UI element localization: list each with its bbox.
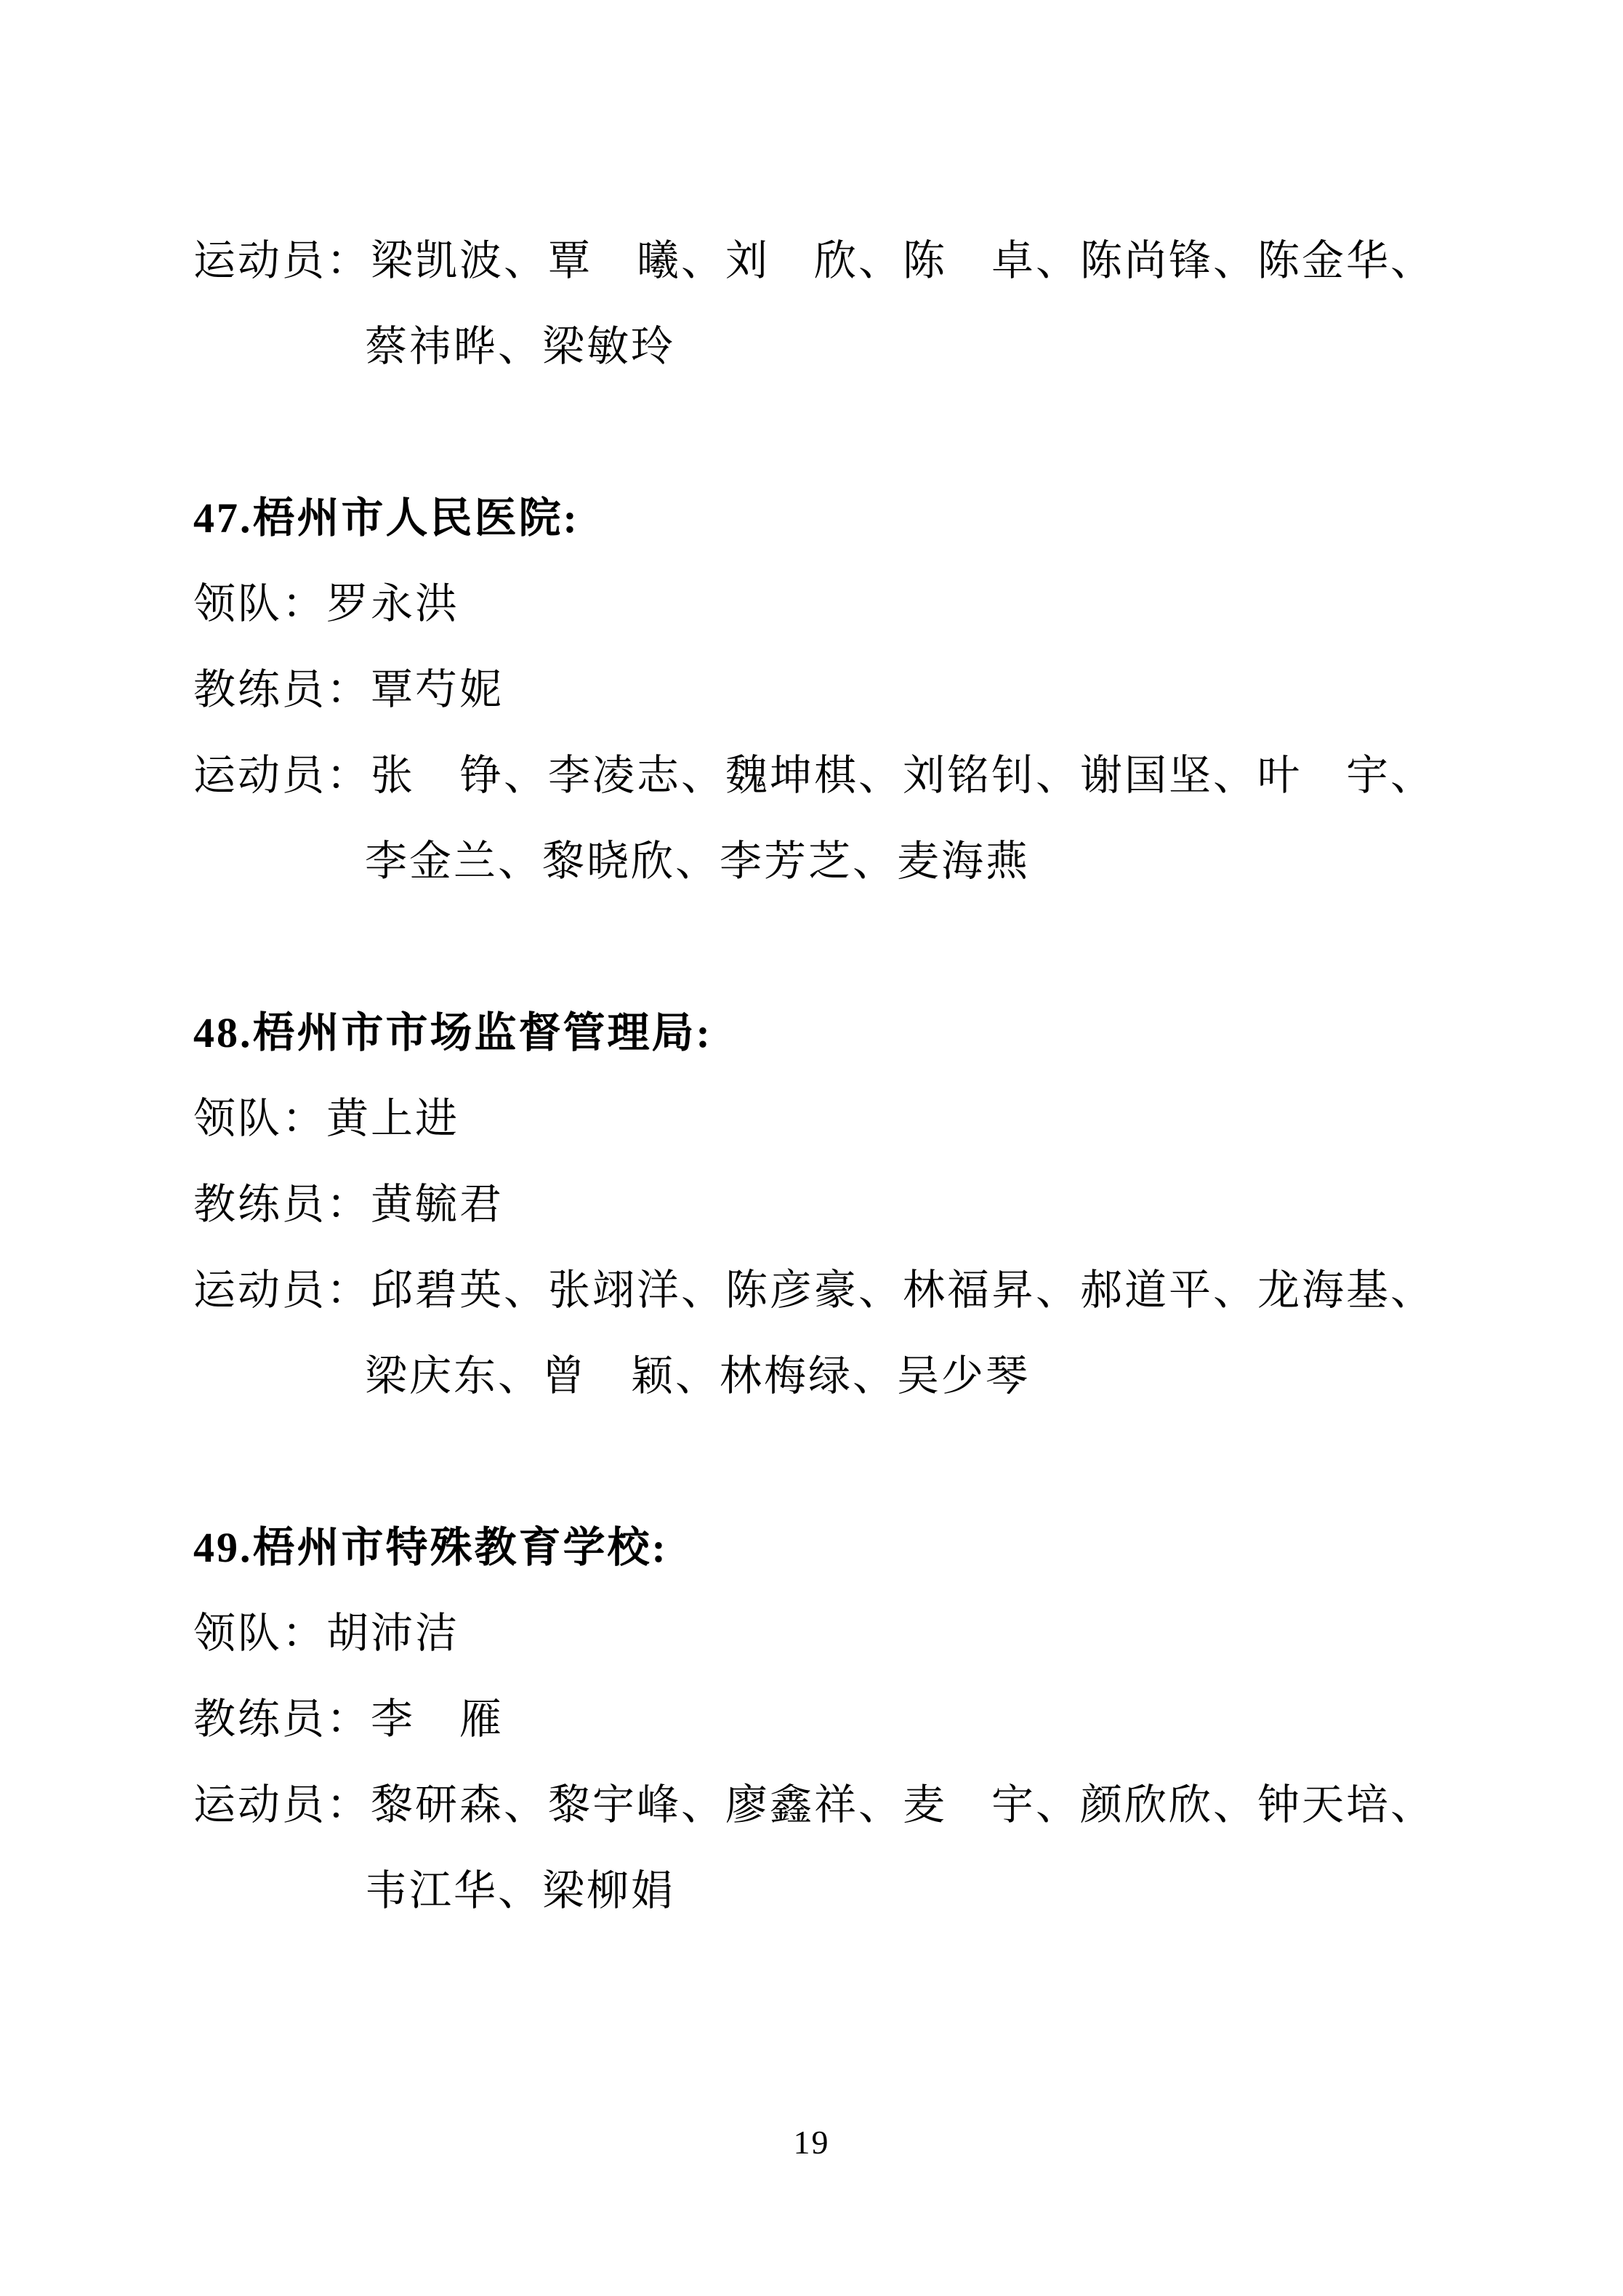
athletes-names: 黎研森、黎宇峰、廖鑫祥、麦 宇、颜欣欣、钟天培、	[371, 1781, 1435, 1829]
spacer	[193, 390, 1478, 475]
team47-athletes-line1	[193, 733, 1478, 819]
athletes-label: 运动员：	[193, 1781, 371, 1829]
leader-label: 领队：	[193, 580, 327, 627]
page-number: 19	[793, 2124, 830, 2161]
team48-leader-line	[193, 1076, 1478, 1162]
spacer	[193, 1419, 1478, 1505]
team47-heading	[193, 475, 1478, 561]
team49-athletes-line2	[193, 1848, 1478, 1934]
team46-athletes-line2	[193, 304, 1478, 390]
leader-label: 领队：	[193, 1610, 327, 1657]
team49-athletes-line1	[193, 1762, 1478, 1848]
team47-coach-line	[193, 647, 1478, 733]
team-title: 48.梧州市市场监督管理局:	[193, 1009, 712, 1056]
team-title: 47.梧州市人民医院:	[193, 494, 579, 542]
coach-name: 覃芍妮	[371, 666, 504, 713]
team48-coach-line	[193, 1162, 1478, 1248]
leader-name: 罗永洪	[326, 580, 460, 627]
team48-athletes-line2	[193, 1333, 1478, 1419]
coach-label: 教练员：	[193, 1181, 371, 1228]
coach-name: 黄毓君	[371, 1181, 504, 1228]
team48-heading	[193, 990, 1478, 1076]
leader-label: 领队：	[193, 1095, 327, 1142]
athletes-names: 梁凯波、覃 曦、刘 欣、陈 卓、陈尚锋、陈金华、	[371, 237, 1435, 284]
athletes-names: 梁庆东、曾 颖、林梅绿、吴少琴	[365, 1352, 1031, 1400]
team-title: 49.梧州市特殊教育学校:	[193, 1524, 668, 1571]
team47-leader-line	[193, 561, 1478, 647]
athletes-label: 运动员：	[193, 1267, 371, 1314]
coach-label: 教练员：	[193, 666, 371, 713]
athletes-names: 蔡祎晔、梁敏玲	[365, 323, 676, 370]
team46-athletes-line1	[193, 218, 1478, 304]
athletes-label: 运动员：	[193, 237, 371, 284]
athletes-names: 邱碧英、张翊洋、陈彦豪、林福昇、郝道平、龙海基、	[371, 1267, 1435, 1314]
athletes-names: 李金兰、黎晓欣、李芳芝、麦海燕	[365, 838, 1031, 885]
athletes-names: 张 铮、李凌志、魏坤棋、刘铭钊、谢国坚、叶 宇、	[371, 752, 1435, 799]
team48-athletes-line1	[193, 1248, 1478, 1333]
team49-heading	[193, 1505, 1478, 1591]
team47-athletes-line2	[193, 819, 1478, 904]
team49-leader-line	[193, 1591, 1478, 1677]
team49-coach-line	[193, 1677, 1478, 1762]
athletes-names: 韦江华、梁柳娟	[365, 1867, 676, 1914]
spacer	[193, 904, 1478, 990]
leader-name: 黄上进	[326, 1095, 460, 1142]
athletes-label: 运动员：	[193, 752, 371, 799]
coach-name: 李 雁	[371, 1695, 504, 1743]
leader-name: 胡沛洁	[326, 1610, 460, 1657]
coach-label: 教练员：	[193, 1695, 371, 1743]
